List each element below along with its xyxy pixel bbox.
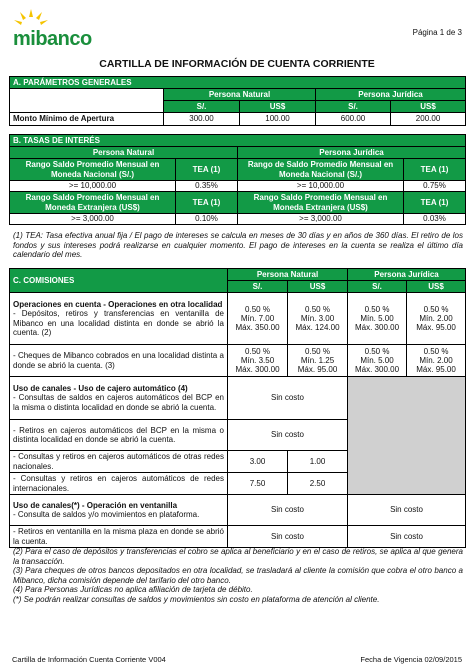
sun-rays-icon	[11, 8, 51, 30]
group-juridica-header: Persona Jurídica	[238, 147, 466, 159]
ops-heading: Operaciones en cuenta - Operaciones en otra localidad	[13, 300, 223, 310]
section-c-title: C. COMISIONES	[10, 269, 228, 293]
value-cell: 200.00	[391, 113, 466, 126]
currency-header: US$	[391, 101, 466, 113]
range-header: Rango de Saldo Promedio Mensual en Moneda Nacional (S/.)	[238, 159, 404, 181]
window-query-row-label	[10, 495, 228, 526]
tea-cell: 0.03%	[404, 214, 466, 225]
atm-bcp-query-label: - Consultas de saldos en cajeros automáticos del BCP en la misma o distinta localidad en donde se abrió la cuenta.	[13, 393, 224, 412]
commission-cell: 0.50 % Mín. 5.00 Máx. 300.00	[348, 293, 407, 345]
group-juridica-header: Persona Jurídica	[316, 89, 466, 101]
footer-effective-date: Fecha de Vigencia 02/09/2015	[360, 655, 462, 664]
commission-cell: 0.50 % Mín. 3.00 Máx. 124.00	[288, 293, 348, 345]
group-natural-header: Persona Natural	[228, 269, 348, 281]
fee-cell: 3.00	[228, 451, 288, 473]
blank-cell	[10, 89, 164, 113]
window-heading: Uso de canales(*) - Operación en ventanilla	[13, 500, 178, 510]
window-query-label: - Consulta de saldos y/o movimientos en plataforma.	[13, 510, 200, 519]
no-cost-cell: Sin costo	[348, 526, 466, 548]
range-cell: >= 10,000.00	[238, 181, 404, 192]
footer-document-name: Cartilla de Información Cuenta Corriente V004	[12, 655, 166, 664]
no-cost-cell: Sin costo	[348, 495, 466, 526]
atm-heading: Uso de canales - Uso de cajero automático (4)	[13, 384, 188, 394]
tea-header: TEA (1)	[404, 192, 466, 214]
fee-cell: 1.00	[288, 451, 348, 473]
range-cell: >= 10,000.00	[10, 181, 176, 192]
group-juridica-header: Persona Jurídica	[348, 269, 466, 281]
tea-cell: 0.10%	[176, 214, 238, 225]
not-applicable-shaded-cell	[348, 377, 466, 495]
atm-bcp-query-row-label	[10, 377, 228, 420]
range-cell: >= 3,000.00	[10, 214, 176, 225]
group-natural-header: Persona Natural	[164, 89, 316, 101]
deposits-row-label	[10, 293, 228, 345]
footnote-2: (2) Para el caso de depósitos y transferencias el cobro se aplica al beneficiario y en el caso de retiros, se aplica al que genera la transacción.	[13, 547, 463, 566]
section-a-table	[9, 76, 466, 126]
commission-cell: 0.50 % Mín. 2.00 Máx. 95.00	[407, 293, 466, 345]
value-cell: 600.00	[316, 113, 391, 126]
footnote-4: (4) Para Personas Jurídicas no aplica afiliación de tarjeta de débito.	[13, 585, 253, 595]
currency-header: S/.	[348, 281, 407, 293]
atm-other-query-label: - Consultas y retiros en cajeros automáticos de otras redes nacionales.	[10, 451, 228, 473]
footnote-3: (3) Para cheques de otros bancos depositados en otra localidad, se trasladará al cliente la comisión que cobra el otro banco a Mibanco, dicha comisión depende del tarifario del otro banco.	[13, 566, 463, 585]
commission-cell: 0.50 % Mín. 2.00 Máx. 95.00	[407, 345, 466, 377]
no-cost-cell: Sin costo	[228, 420, 348, 451]
fee-cell: 7.50	[228, 473, 288, 495]
range-header: Rango Saldo Promedio Mensual en Moneda Extranjera (US$)	[238, 192, 404, 214]
document-title: CARTILLA DE INFORMACIÓN DE CUENTA CORRIENTE	[99, 58, 375, 70]
currency-header: S/.	[316, 101, 391, 113]
value-cell: 100.00	[240, 113, 316, 126]
window-withdraw-label: - Retiros en ventanilla en la misma plaza en donde se abrió la cuenta.	[10, 526, 228, 548]
cheques-label: - Cheques de Mibanco cobrados en una localidad distinta a donde se abrió la cuenta. (3)	[10, 345, 228, 377]
row-label: Monto Mínimo de Apertura	[10, 113, 164, 126]
tea-header: TEA (1)	[176, 159, 238, 181]
tea-header: TEA (1)	[176, 192, 238, 214]
mibanco-logo	[11, 8, 101, 50]
no-cost-cell: Sin costo	[228, 526, 348, 548]
section-a-title: A. PARÁMETROS GENERALES	[10, 77, 466, 89]
commission-cell: 0.50 % Mín. 7.00 Máx. 350.00	[228, 293, 288, 345]
currency-header: S/.	[164, 101, 240, 113]
section-c-table	[9, 268, 466, 548]
footnote-asterisk: (*) Se podrán realizar consultas de saldos y movimientos sin costo en plataforma de atención al cliente.	[13, 594, 380, 604]
range-header: Rango Saldo Promedio Mensual en Moneda Extranjera (US$)	[10, 192, 176, 214]
deposits-label: - Depósitos, retiros y transferencias en ventanilla de Mibanco en una localidad distinta en donde se abrió la cuenta. (2)	[13, 309, 224, 337]
currency-header: US$	[288, 281, 348, 293]
fee-cell: 2.50	[288, 473, 348, 495]
atm-intl-label: - Consultas y retiros en cajeros automáticos de redes internacionales.	[10, 473, 228, 495]
section-b-table	[9, 134, 466, 225]
currency-header: US$	[407, 281, 466, 293]
range-cell: >= 3,000.00	[238, 214, 404, 225]
currency-header: S/.	[228, 281, 288, 293]
group-natural-header: Persona Natural	[10, 147, 238, 159]
footnotes	[13, 547, 463, 605]
commission-cell: 0.50 % Mín. 5.00 Máx. 300.00	[348, 345, 407, 377]
commission-cell: 0.50 % Mín. 3.50 Máx. 300.00	[228, 345, 288, 377]
tea-cell: 0.35%	[176, 181, 238, 192]
note-1: (1) TEA: Tasa efectiva anual fija / El pago de intereses se calcula en meses de 30 días y en años de 360 días. El retiro de los fondos y sus intereses podrá realizarse en cualquier momento. El pago de intereses en la cuenta se realiza el último día calendario del mes.	[13, 231, 463, 260]
atm-bcp-withdraw-label: - Retiros en cajeros automáticos del BCP en la misma o distinta localidad en donde se abrió la cuenta.	[10, 420, 228, 451]
value-cell: 300.00	[164, 113, 240, 126]
logo-text: mibanco	[13, 28, 92, 50]
commission-cell: 0.50 % Mín. 1.25 Máx. 95.00	[288, 345, 348, 377]
page-number: Página 1 de 3	[412, 28, 462, 37]
tea-cell: 0.75%	[404, 181, 466, 192]
no-cost-cell: Sin costo	[228, 495, 348, 526]
range-header: Rango Saldo Promedio Mensual en Moneda Nacional (S/.)	[10, 159, 176, 181]
section-b-title: B. TASAS DE INTERÉS	[10, 135, 466, 147]
currency-header: US$	[240, 101, 316, 113]
tea-header: TEA (1)	[404, 159, 466, 181]
no-cost-cell: Sin costo	[228, 377, 348, 420]
